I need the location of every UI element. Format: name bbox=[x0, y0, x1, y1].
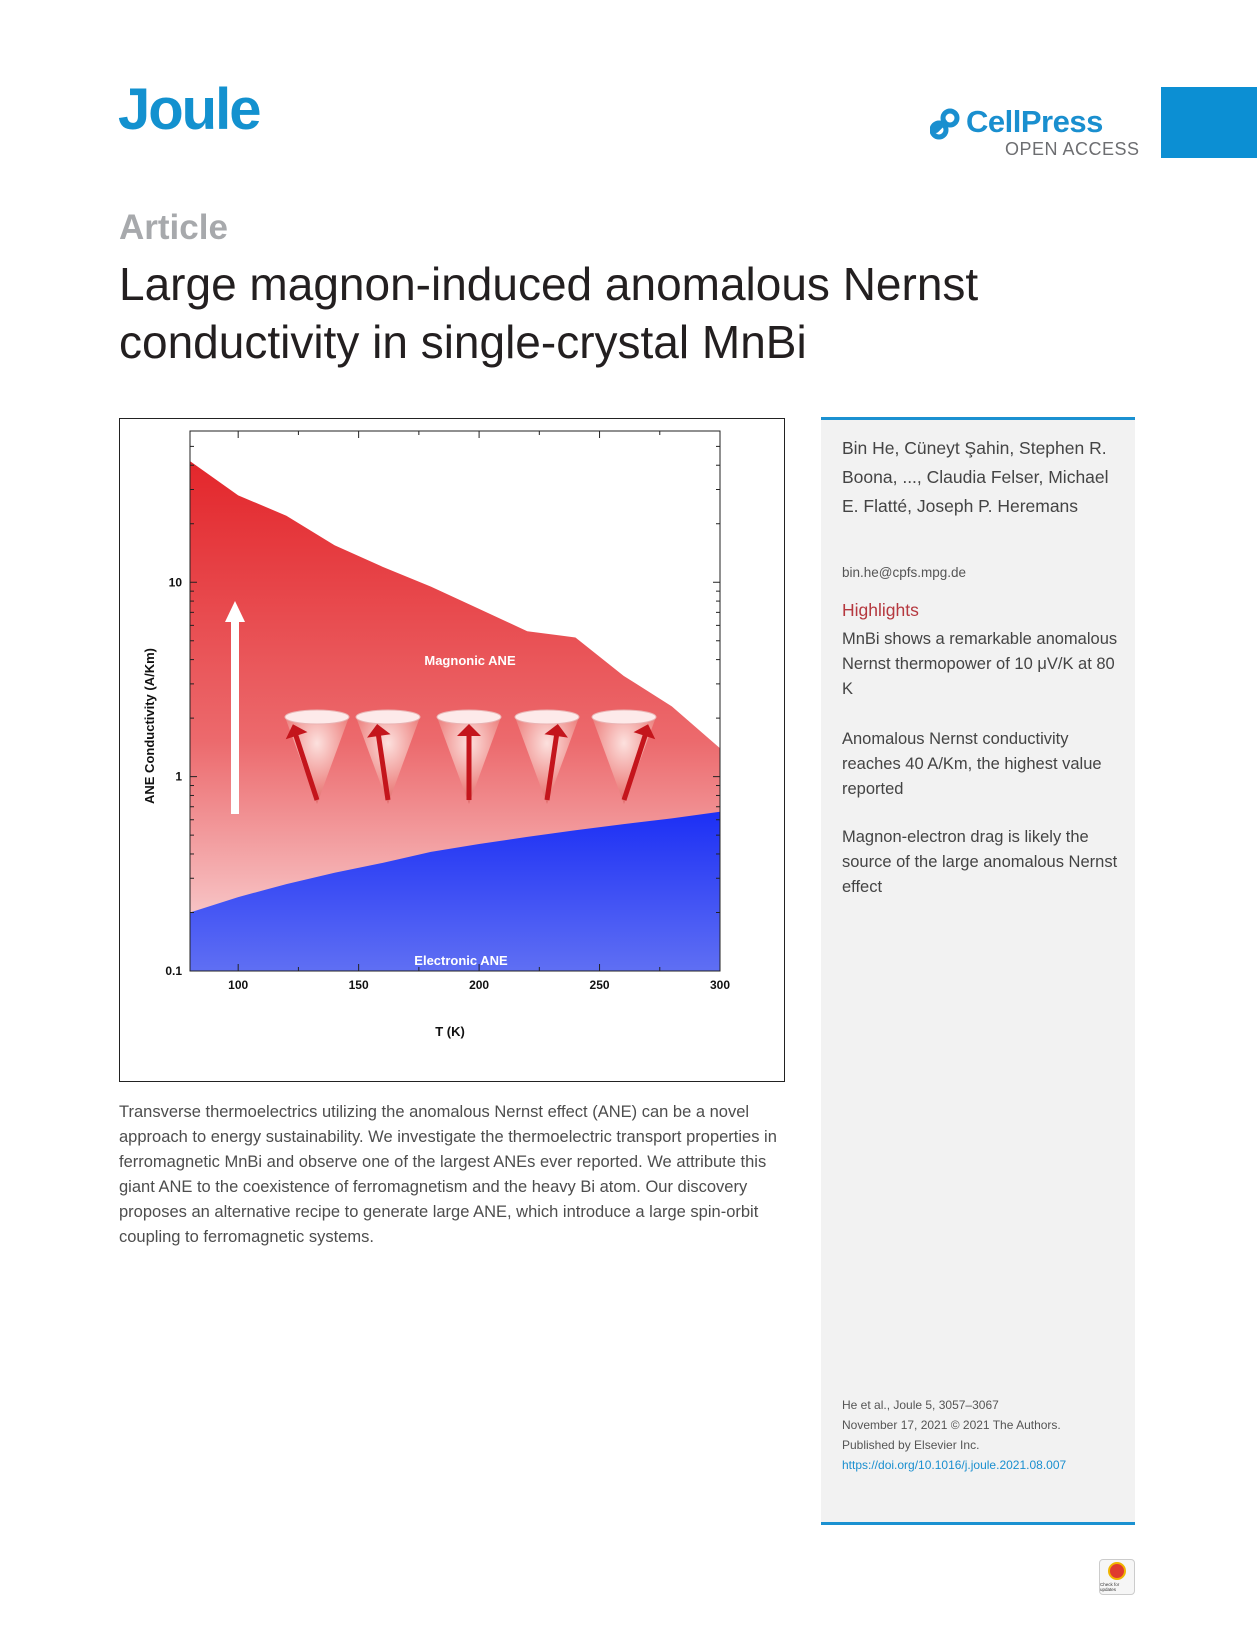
publisher-logo: CellPress bbox=[966, 104, 1103, 139]
x-tick-label: 150 bbox=[348, 978, 369, 992]
citation-publisher: Published by Elsevier Inc. bbox=[842, 1438, 980, 1452]
y-axis-label: ANE Conductivity (A/Km) bbox=[142, 648, 157, 804]
citation-line: He et al., Joule 5, 3057–3067 bbox=[842, 1398, 999, 1412]
check-updates-icon bbox=[1108, 1562, 1126, 1580]
open-access-label: OPEN ACCESS bbox=[1005, 139, 1140, 159]
contact-email[interactable]: bin.he@cpfs.mpg.de bbox=[842, 565, 967, 580]
x-tick-label: 300 bbox=[709, 978, 731, 992]
magnonic-ane-label: Magnonic ANE bbox=[424, 653, 516, 668]
article-type-label: Article bbox=[119, 208, 228, 247]
x-axis-label: T (K) bbox=[435, 1024, 465, 1039]
electronic-ane-label: Electronic ANE bbox=[414, 953, 508, 968]
citation-date: November 17, 2021 © 2021 The Authors. bbox=[842, 1418, 1061, 1432]
y-tick-label: 1 bbox=[175, 769, 182, 784]
author-list: Bin He, Cüneyt Şahin, Stephen R. Boona, ..., Claudia Felser, Michael E. Flatté, Joseph P. Heremans bbox=[842, 438, 1109, 516]
corner-tab bbox=[1161, 87, 1257, 158]
highlight-item: Magnon-electron drag is likely the source of the large anomalous Nernst effect bbox=[842, 828, 1118, 896]
sidebar-panel bbox=[821, 417, 1135, 1525]
y-tick-label: 10 bbox=[168, 575, 182, 590]
x-tick-label: 100 bbox=[228, 978, 249, 992]
ane-chart bbox=[120, 419, 784, 1081]
highlights-heading: Highlights bbox=[842, 600, 919, 620]
x-tick-label: 200 bbox=[469, 978, 490, 992]
abstract-text: Transverse thermoelectrics utilizing the anomalous Nernst effect (ANE) can be a novel approach to energy sustainability. We investigate the thermoelectric transport properties in ferromagnetic MnBi and observe one of the largest ANEs ever reported. We attribute this giant ANE to the coexistence of ferromagnetism and the heavy Bi atom. Our discovery proposes an alternative recipe to generate large ANE, which introduce a large spin-orbit coupling to ferromagnetic systems. bbox=[119, 1103, 777, 1246]
check-updates-label: Check for updates bbox=[1100, 1582, 1120, 1592]
highlight-item: Anomalous Nernst conductivity reaches 40 A/Km, the highest value reported bbox=[842, 730, 1102, 798]
journal-logo: Joule bbox=[118, 77, 260, 142]
article-title: Large magnon-induced anomalous Nernst conductivity in single-crystal MnBi bbox=[119, 258, 979, 368]
y-tick-label: 0.1 bbox=[165, 964, 182, 978]
graphical-abstract bbox=[119, 418, 785, 1082]
check-for-updates-badge[interactable] bbox=[1099, 1559, 1135, 1595]
x-tick-label: 250 bbox=[589, 978, 610, 992]
highlight-item: MnBi shows a remarkable anomalous Nernst thermopower of 10 μV/K at 80 K bbox=[842, 630, 1118, 698]
doi-link[interactable]: https://doi.org/10.1016/j.joule.2021.08.007 bbox=[842, 1458, 1067, 1472]
cellpress-logo-icon bbox=[930, 108, 962, 140]
